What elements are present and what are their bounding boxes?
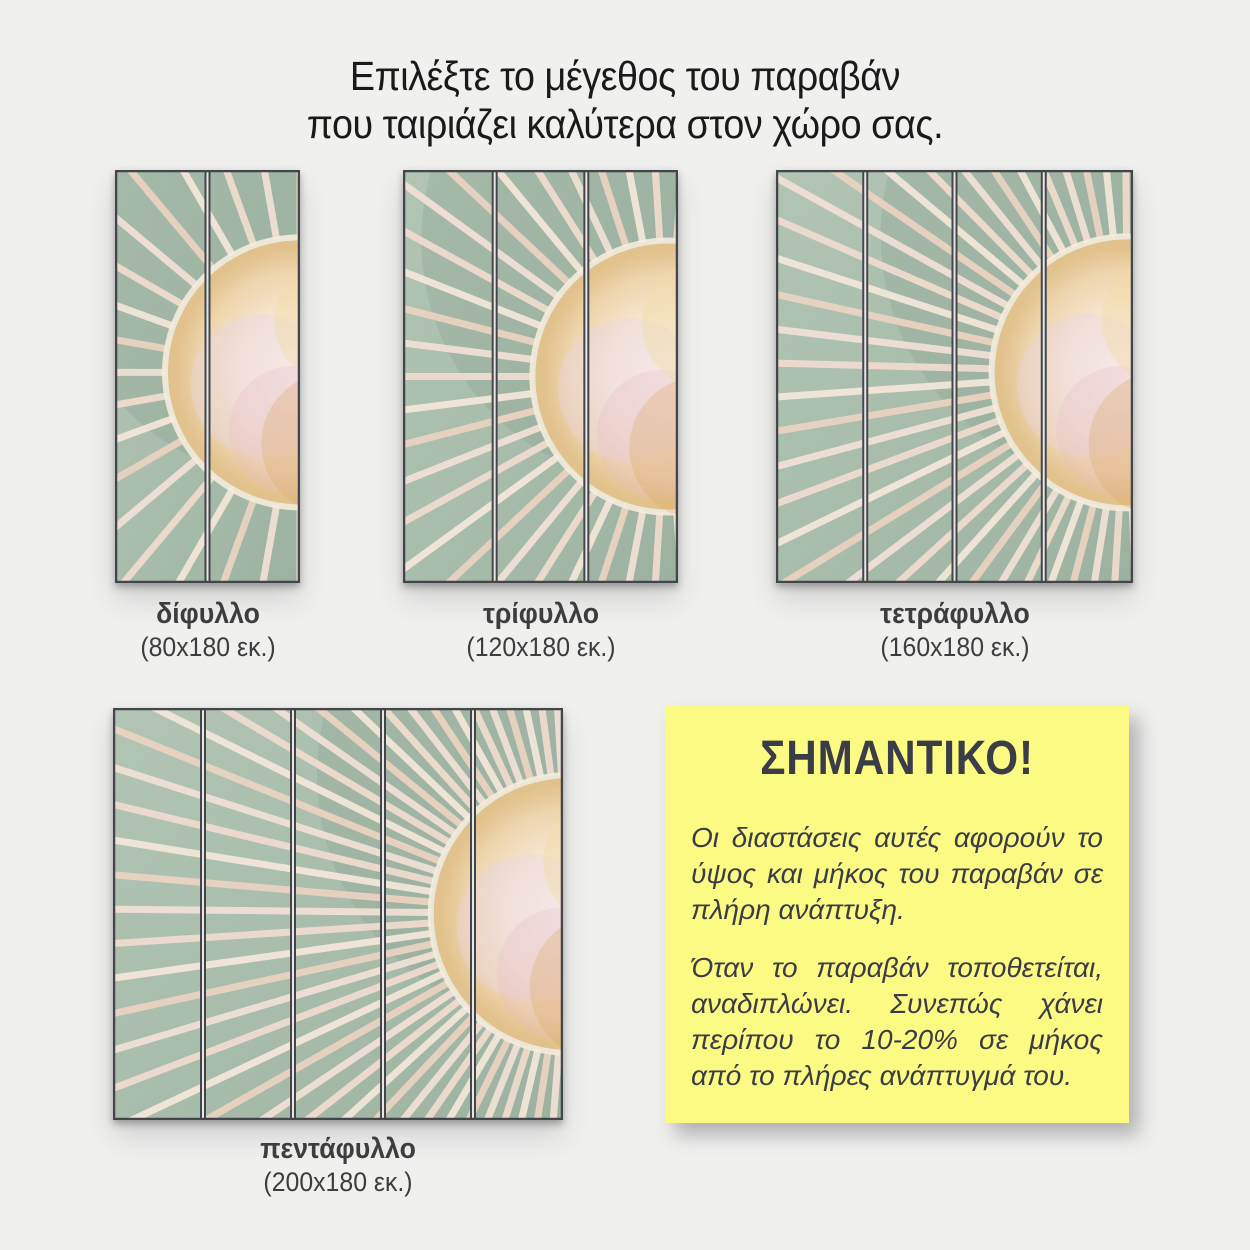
notice-heading: ΣΗΜΑΝΤΙΚΟ!	[760, 732, 1034, 785]
divider-preview-4-panel	[776, 170, 1133, 583]
product-name: τρίφυλλο	[482, 598, 600, 630]
product-label-tetrafyllo	[808, 597, 1102, 664]
divider-artwork-4-panel	[776, 170, 1133, 583]
product-size: (120x180 εκ.)	[466, 632, 616, 662]
product-size: (200x180 εκ.)	[263, 1167, 413, 1197]
product-label-trifyllo	[394, 597, 688, 664]
title-line-1: Επιλέξτε το μέγεθος του παραβάν	[349, 53, 901, 99]
product-label-pentafyllo	[191, 1132, 485, 1199]
product-name: τετράφυλλο	[880, 598, 1030, 630]
notice-paragraph-2: Όταν το παραβάν τοποθετείται, αναδιπλώνει. Συνεπώς χάνει περίπου το 10-20% σε μήκος από το πλήρες ανάπτυγμά του.	[691, 952, 1103, 1091]
product-size: (160x180 εκ.)	[880, 632, 1030, 662]
divider-artwork-5-panel	[113, 708, 563, 1120]
divider-artwork-svg	[115, 170, 300, 583]
product-name: πεντάφυλλο	[260, 1133, 416, 1165]
page-title	[50, 52, 1200, 148]
divider-preview-3-panel	[403, 170, 678, 583]
divider-artwork-svg	[403, 170, 678, 583]
title-line-2: που ταιριάζει καλύτερα στον χώρο σας.	[306, 101, 944, 147]
divider-artwork-svg	[776, 170, 1133, 583]
product-label-difyllo	[61, 597, 355, 664]
divider-artwork-svg	[113, 708, 563, 1120]
product-size: (80x180 εκ.)	[140, 632, 276, 662]
divider-artwork-2-panel	[115, 170, 300, 583]
divider-preview-2-panel	[115, 170, 300, 583]
divider-artwork-3-panel	[403, 170, 678, 583]
divider-preview-5-panel	[113, 708, 563, 1120]
product-name: δίφυλλο	[156, 598, 260, 630]
notice-paragraph-1: Οι διαστάσεις αυτές αφορούν το ύψος και μήκος του παραβάν σε πλήρη ανάπτυξη.	[691, 822, 1103, 925]
important-notice-box	[665, 706, 1129, 1123]
